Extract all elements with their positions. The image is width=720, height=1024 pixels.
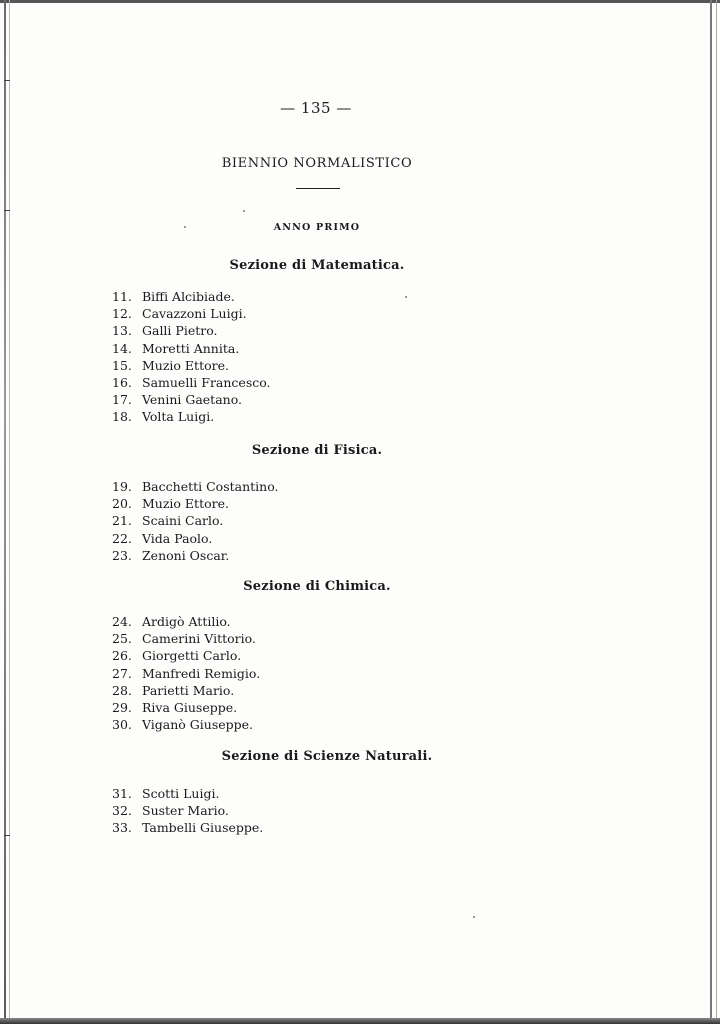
entry-name: Bacchetti Costantino. [142,479,279,494]
paper-speck [473,916,475,918]
list-item [112,699,260,716]
margin-mark [4,835,10,836]
list-item [112,512,279,529]
page-edge-left [4,0,6,1024]
student-list-scienze-naturali [112,785,263,837]
list-item [112,322,271,339]
list-item [112,495,279,512]
entry-number: 33. [112,820,132,836]
list-item [112,530,279,547]
entry-name: Giorgetti Carlo. [142,648,242,664]
entry-number: 16. [112,374,132,390]
list-item [112,547,279,564]
entry-name: Venini Gaetano. [142,392,242,408]
entry-number: 20. [112,496,132,512]
entry-number: 19. [112,479,132,494]
entry-number: 12. [112,306,132,322]
entry-number: 21. [112,513,132,529]
entry-number: 13. [112,323,132,339]
entry-number: 25. [112,631,132,647]
list-item [112,340,271,357]
title-rule [296,188,340,189]
entry-name: Volta Luigi. [142,409,215,425]
list-item [112,288,271,305]
entry-number: 30. [112,717,132,733]
entry-number: 26. [112,648,132,664]
section-heading-fisica: Sezione di Fisica. [251,443,383,458]
section-heading-scienze-naturali: Sezione di Scienze Naturali. [221,749,433,764]
list-item [112,630,260,647]
list-item [112,716,260,733]
page-subtitle: ANNO PRIMO [273,222,361,233]
entry-name: Manfredi Remigio. [142,665,261,681]
entry-name: Muzio Ettore. [142,357,229,373]
entry-name: Riva Giuseppe. [142,699,238,715]
entry-name: Tambelli Giuseppe. [142,820,264,836]
entry-name: Suster Mario. [142,803,229,819]
entry-number: 23. [112,547,132,563]
entry-name: Camerini Vittorio. [142,631,256,647]
margin-mark [4,80,10,81]
list-item [112,374,271,391]
entry-number: 18. [112,409,132,425]
entry-number: 11. [112,289,132,304]
page-edge-right-outer [716,0,717,1024]
list-item [112,478,279,495]
entry-name: Ardigò Attilio. [142,614,231,629]
entry-name: Parietti Mario. [142,682,235,698]
entry-number: 17. [112,392,132,408]
page-edge-right [710,0,712,1024]
entry-number: 28. [112,682,132,698]
student-list-fisica [112,478,279,564]
entry-name: Biffi Alcibiade. [142,289,235,304]
entry-number: 24. [112,614,132,629]
entry-name: Vida Paolo. [142,530,213,546]
student-list-chimica [112,613,260,733]
entry-number: 22. [112,530,132,546]
entry-number: 14. [112,340,132,356]
entry-name: Galli Pietro. [142,323,218,339]
entry-name: Samuelli Francesco. [142,374,271,390]
list-item [112,391,271,408]
student-list-matematica [112,288,271,426]
list-item [112,408,271,425]
list-item [112,682,260,699]
entry-number: 31. [112,786,132,801]
entry-name: Moretti Annita. [142,340,240,356]
paper-speck [243,210,245,212]
page-edge-top [0,0,720,3]
list-item [112,305,271,322]
list-item [112,819,263,836]
paper-speck [405,296,407,298]
section-heading-matematica: Sezione di Matematica. [229,258,405,273]
list-item [112,785,263,802]
entry-name: Viganò Giuseppe. [142,717,254,733]
entry-number: 29. [112,699,132,715]
entry-name: Scotti Luigi. [142,786,220,801]
section-heading-chimica: Sezione di Chimica. [243,579,391,594]
page-title: BIENNIO NORMALISTICO [221,156,413,171]
list-item [112,647,260,664]
entry-name: Scaini Carlo. [142,513,224,529]
page-edge-left-inner [9,0,10,1024]
entry-name: Cavazzoni Luigi. [142,306,247,322]
entry-name: Muzio Ettore. [142,496,229,512]
list-item [112,613,260,630]
list-item [112,665,260,682]
entry-number: 32. [112,803,132,819]
entry-name: Zenoni Oscar. [142,547,230,563]
margin-mark [4,210,10,211]
page-number: — 135 — [280,99,352,117]
entry-number: 15. [112,357,132,373]
list-item [112,802,263,819]
list-item [112,357,271,374]
page-edge-bottom [0,1018,720,1024]
entry-number: 27. [112,665,132,681]
